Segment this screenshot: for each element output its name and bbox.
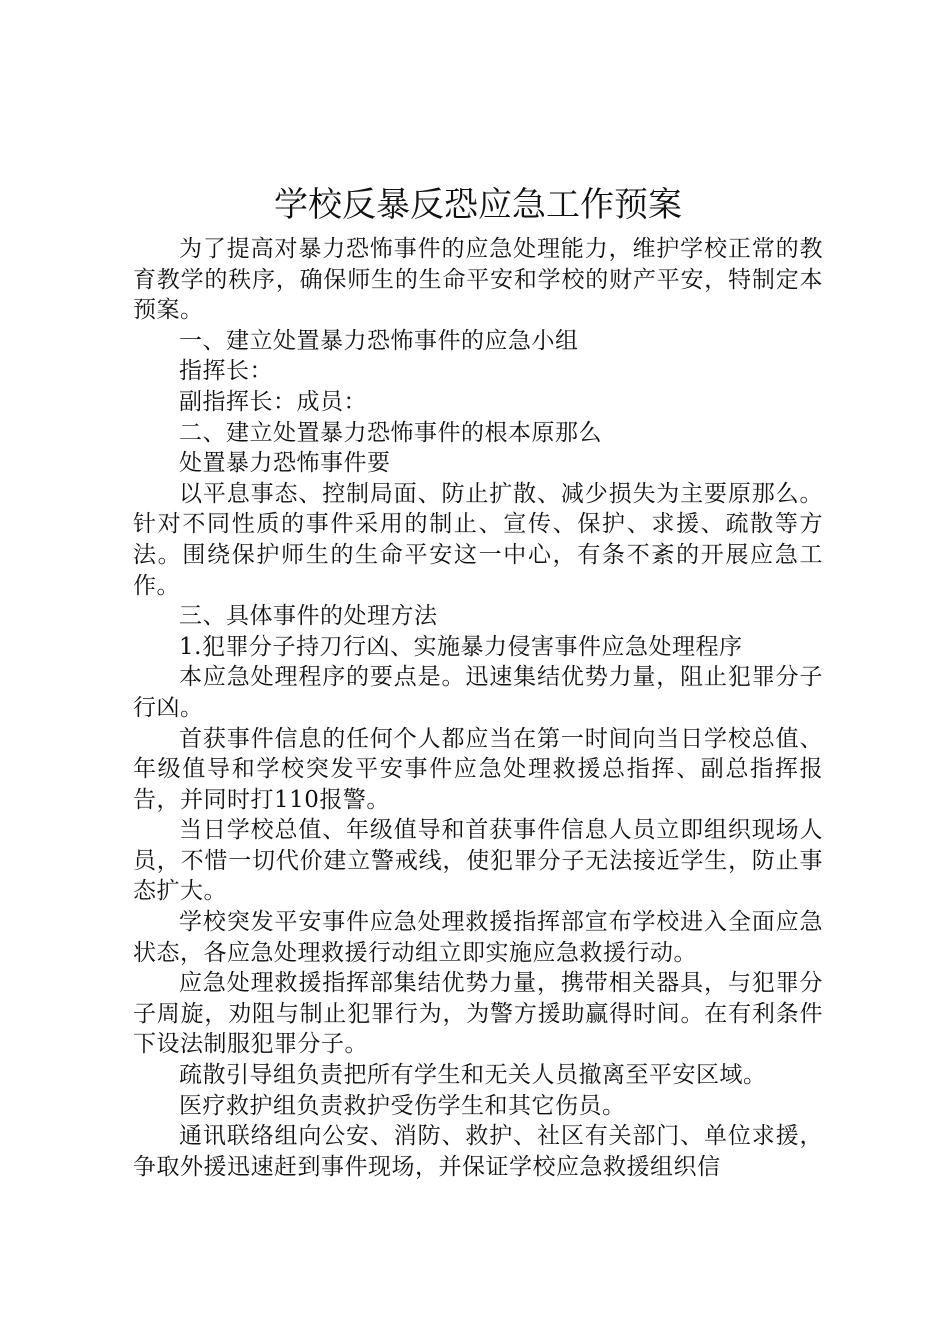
document-page: [133, 182, 823, 1182]
section-heading: 二、建立处置暴力恐怖事件的根本原那么: [179, 419, 602, 446]
section-heading: 三、具体事件的处理方法: [179, 603, 438, 630]
paragraph: 通讯联络组向公安、消防、救护、社区有关部门、单位求援，争取外援迅速赶到事件现场，并保证学校应急救援组织信: [133, 1123, 823, 1180]
paragraph: 指挥长：: [179, 358, 273, 385]
paragraph: 处置暴力恐怖事件要: [179, 450, 391, 477]
paragraph: 应急处理救援指挥部集结优势力量，携带相关器具，与犯罪分子周旋，劝阻与制止犯罪行为，为警方援助赢得时间。在有利条件下设法制服犯罪分子。: [133, 970, 823, 1058]
paragraph: 副指挥长：成员：: [179, 388, 367, 415]
section-heading: 一、建立处置暴力恐怖事件的应急小组: [179, 327, 579, 354]
subsection-heading: 1.犯罪分子持刀行凶、实施暴力侵害事件应急处理程序: [179, 633, 743, 660]
paragraph: 疏散引导组负责把所有学生和无关人员撤离至平安区域。: [179, 1062, 767, 1089]
paragraph: 首获事件信息的任何个人都应当在第一时间向当日学校总值、年级值导和学校突发平安事件应急处理救援总指挥、副总指挥报告，并同时打110报警。: [133, 725, 823, 813]
paragraph: 医疗救护组负责救护受伤学生和其它伤员。: [179, 1092, 626, 1119]
paragraph: 为了提高对暴力恐怖事件的应急处理能力，维护学校正常的教育教学的秩序，确保师生的生命平安和学校的财产平安，特制定本预案。: [133, 236, 823, 324]
paragraph: 当日学校总值、年级值导和首获事件信息人员立即组织现场人员，不惜一切代价建立警戒线，使犯罪分子无法接近学生，防止事态扩大。: [133, 817, 823, 905]
paragraph: 学校突发平安事件应急处理救援指挥部宣布学校进入全面应急状态，各应急处理救援行动组立即实施应急救援行动。: [133, 909, 823, 966]
paragraph: 以平息事态、控制局面、防止扩散、减少损失为主要原那么。针对不同性质的事件采用的制止、宣传、保护、求援、疏散等方法。围绕保护师生的生命平安这一中心，有条不紊的开展应急工作。: [133, 480, 823, 599]
paragraph: 本应急处理程序的要点是。迅速集结优势力量，阻止犯罪分子行凶。: [133, 664, 823, 721]
document-title: 学校反暴反恐应急工作预案: [274, 185, 682, 225]
